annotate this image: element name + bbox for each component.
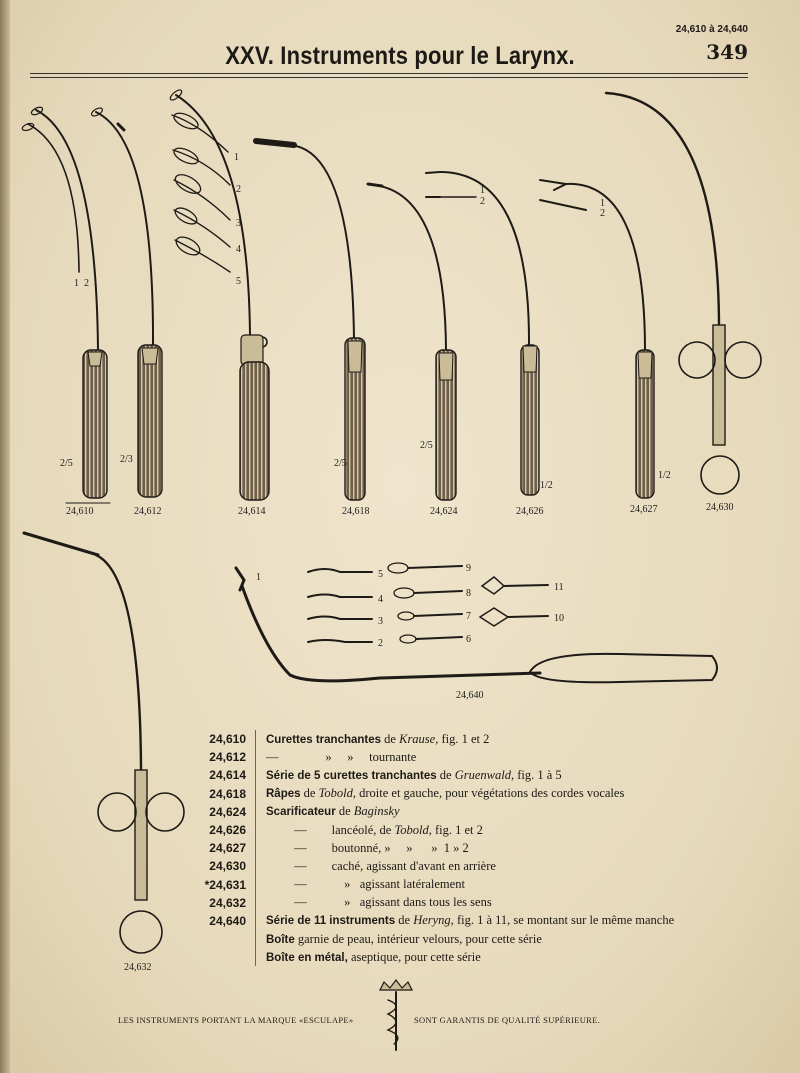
catalog-number (200, 948, 256, 966)
catalog-number: 24,630 (200, 857, 256, 875)
scale-fraction: 2/5 (60, 458, 73, 469)
description-italic: Gruenwald, (454, 767, 515, 782)
list-item (200, 839, 760, 857)
description-italic: Tobold, (318, 786, 356, 801)
description-after: fig. 1 à 5 (514, 767, 562, 782)
page-range: 24,610 à 24,640 (675, 24, 748, 35)
catalog-number-label: 24,624 (430, 506, 458, 517)
figure-number: 2 (378, 638, 383, 649)
figure-number: 7 (466, 611, 471, 622)
figure-number: 4 (236, 244, 241, 255)
catalog-number: 24,640 (200, 912, 256, 930)
item-description (256, 732, 489, 747)
list-item (200, 785, 760, 803)
list-item (200, 948, 760, 966)
figure-number: 2 (600, 208, 605, 219)
item-description (256, 895, 492, 910)
catalog-number-label: 24,618 (342, 506, 370, 517)
figure-number: 1 (234, 152, 239, 163)
rape-tobold-illustration (256, 141, 365, 500)
description-after: fig. 1 et 2 (438, 731, 490, 746)
figure-number: 5 (236, 276, 241, 287)
list-item (200, 748, 760, 766)
scarificateur-baginsky-illustration (368, 184, 456, 500)
catalog-number: 24,624 (200, 803, 256, 821)
figure-number: 6 (466, 634, 471, 645)
description-rest: — boutonné, » » » 1 » 2 (266, 840, 469, 855)
description-bold: Série de 11 instruments (266, 915, 396, 928)
description-rest: de (381, 731, 400, 746)
catalog-number: 24,618 (200, 785, 256, 803)
catalog-number (200, 930, 256, 948)
list-item (200, 912, 760, 930)
catalog-number-label: 24,610 (66, 506, 94, 517)
scarificateur-cache-illustration (606, 93, 761, 494)
list-item (200, 930, 760, 948)
item-description (256, 932, 542, 947)
list-item (200, 803, 760, 821)
catalog-number-label: 24,640 (456, 690, 484, 701)
figure-number: 3 (378, 616, 383, 627)
scale-fraction: 2/5 (334, 458, 347, 469)
curette-gruenwald-illustration (169, 88, 269, 500)
figure-number: 1 (480, 185, 485, 196)
figure-number: 1 (256, 572, 261, 583)
catalog-number: 24,627 (200, 839, 256, 857)
scarificateur-tous-sens-illustration (24, 533, 184, 953)
item-description (256, 877, 465, 892)
catalog-number-label: 24,630 (706, 502, 734, 513)
item-description (256, 750, 416, 765)
catalog-number-label: 24,614 (238, 506, 266, 517)
item-description (256, 950, 481, 965)
item-description (256, 768, 562, 783)
description-bold: Scarificateur (266, 806, 336, 819)
page-number: 349 (706, 40, 748, 64)
curette-krause-illustration (21, 106, 110, 503)
description-bold: Série de 5 curettes tranchantes (266, 769, 437, 782)
description-italic: Tobold, (394, 822, 432, 837)
figure-number: 4 (378, 594, 383, 605)
description-bold: Curettes tranchantes (266, 733, 382, 746)
description-rest: — caché, agissant d'avant en arrière (266, 858, 496, 873)
catalog-number-label: 24,612 (134, 506, 162, 517)
description-rest: de (335, 804, 354, 819)
scale-fraction: 1/2 (540, 480, 553, 491)
catalog-number: 24,612 (200, 748, 256, 766)
figure-number: 1 (600, 198, 605, 209)
catalog-number: *24,631 (200, 876, 256, 894)
esculape-emblem (380, 980, 412, 1050)
figure-number: 10 (554, 613, 564, 624)
description-bold: Boîte (266, 933, 295, 946)
figure-number: 11 (554, 582, 564, 593)
description-rest: — » agissant dans tous les sens (266, 895, 492, 910)
footer-text-left: LES INSTRUMENTS PORTANT LA MARQUE «ESCULAPE» (118, 1015, 354, 1025)
page-title: XXV. Instruments pour le Larynx. (225, 42, 575, 70)
list-item (200, 857, 760, 875)
description-italic: Krause, (399, 731, 439, 746)
catalog-number: 24,614 (200, 766, 256, 784)
description-italic: Baginsky (353, 804, 400, 819)
item-description (256, 804, 400, 819)
list-item (200, 766, 760, 784)
catalog-number-label: 24,626 (516, 506, 544, 517)
description-bold: Boîte en métal, (266, 951, 348, 964)
figure-number: 1 (74, 278, 79, 289)
scale-fraction: 1/2 (658, 470, 671, 481)
scale-fraction: 2/5 (420, 440, 433, 451)
description-rest: de (395, 913, 414, 928)
catalog-number: 24,610 (200, 730, 256, 748)
figure-number: 2 (480, 196, 485, 207)
list-item (200, 894, 760, 912)
description-after: fig. 1 et 2 (431, 822, 483, 837)
heryng-set-illustration (236, 563, 717, 682)
description-bold: Râpes (266, 788, 301, 801)
item-description (256, 823, 483, 838)
catalog-number: 24,626 (200, 821, 256, 839)
figure-number: 9 (466, 563, 471, 574)
figure-number: 8 (466, 588, 471, 599)
footer-text-right: SONT GARANTIS DE QUALITÉ SUPÉRIEURE. (414, 1015, 601, 1025)
description-rest: garnie de peau, intérieur velours, pour cette série (294, 931, 542, 946)
description-italic: Heryng, (413, 913, 454, 928)
item-description (256, 859, 496, 874)
list-item (200, 821, 760, 839)
item-description (256, 786, 624, 801)
figure-number: 2 (236, 184, 241, 195)
scarificateur-boutonne-illustration (540, 180, 654, 498)
item-description (256, 913, 674, 928)
description-rest: aseptique, pour cette série (347, 949, 481, 964)
figure-number: 2 (84, 278, 89, 289)
description-after: fig. 1 à 11, se montant sur le même manche (453, 913, 675, 928)
catalog-number-label: 24,632 (124, 962, 152, 973)
description-rest: — » » tournante (266, 749, 417, 764)
description-rest: de (300, 786, 319, 801)
item-description (256, 841, 469, 856)
list-item (200, 730, 760, 748)
figure-number: 5 (378, 569, 383, 580)
instrument-price-list (200, 730, 760, 966)
description-rest: — lancéolé, de (266, 822, 395, 837)
description-rest: — » agissant latéralement (266, 877, 465, 892)
list-item (200, 876, 760, 894)
scale-fraction: 2/3 (120, 454, 133, 465)
description-rest: de (436, 767, 455, 782)
catalog-number: 24,632 (200, 894, 256, 912)
description-after: droite et gauche, pour végétations des cordes vocales (356, 786, 625, 801)
figure-number: 3 (236, 218, 241, 229)
catalog-number-label: 24,627 (630, 504, 658, 515)
